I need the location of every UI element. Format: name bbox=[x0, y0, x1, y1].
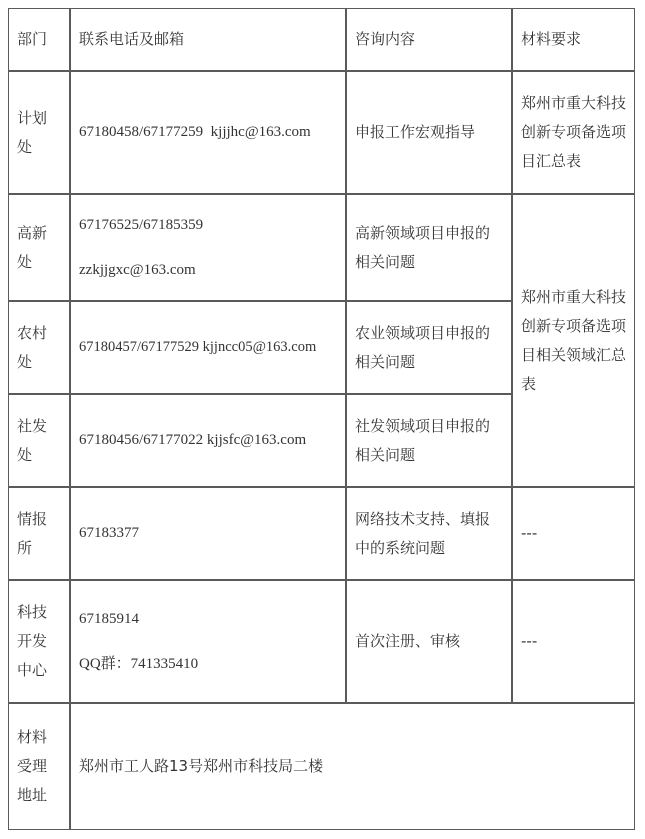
row-contact bbox=[70, 71, 346, 194]
address-value: 郑州市工人路13号郑州市科技局二楼 bbox=[70, 703, 635, 830]
row-dept: 情报 所 bbox=[8, 487, 70, 580]
row-contact bbox=[70, 301, 346, 394]
header-contact: 联系电话及邮箱 bbox=[70, 8, 346, 71]
row-dept: 社发 处 bbox=[8, 394, 70, 487]
row-materials: --- bbox=[512, 580, 635, 703]
phone-line: 67176525/67185359 bbox=[79, 216, 204, 233]
merged-materials: 郑州市重大科技创新专项备选项目相关领域汇总表 bbox=[512, 194, 635, 487]
row-dept: 计划 处 bbox=[8, 71, 70, 194]
header-dept: 部门 bbox=[8, 8, 70, 71]
row-contact bbox=[70, 394, 346, 487]
row-dept: 科技 开发 中心 bbox=[8, 580, 70, 703]
row-dept: 农村 处 bbox=[8, 301, 70, 394]
row-consult: 社发领域项目申报的相关问题 bbox=[346, 394, 512, 487]
row-contact bbox=[70, 194, 346, 301]
contact-line: 67180457/67177529 kjjncc05@163.com bbox=[79, 339, 317, 355]
row-consult: 农业领域项目申报的相关问题 bbox=[346, 301, 512, 394]
address-label: 材料 受理 地址 bbox=[8, 703, 70, 830]
row-materials: --- bbox=[512, 487, 635, 580]
email-line: zzkjjgxc@163.com bbox=[79, 261, 196, 278]
row-materials: 郑州市重大科技创新专项备选项目汇总表 bbox=[512, 71, 635, 194]
row-consult: 申报工作宏观指导 bbox=[346, 71, 512, 194]
row-consult: 网络技术支持、填报中的系统问题 bbox=[346, 487, 512, 580]
contact-line: 67183377 bbox=[79, 525, 139, 541]
qq-group-line: QQ群：741335410 bbox=[79, 655, 199, 672]
row-contact bbox=[70, 580, 346, 703]
contact-table bbox=[8, 8, 635, 830]
header-materials: 材料要求 bbox=[512, 8, 635, 71]
contact-line: 67180456/67177022 kjjsfc@163.com bbox=[79, 432, 307, 448]
row-consult: 首次注册、审核 bbox=[346, 580, 512, 703]
header-consult: 咨询内容 bbox=[346, 8, 512, 71]
row-contact bbox=[70, 487, 346, 580]
row-dept: 高新 处 bbox=[8, 194, 70, 301]
row-consult: 高新领域项目申报的相关问题 bbox=[346, 194, 512, 301]
contact-line: 67180458/67177259 kjjjhc@163.com bbox=[79, 124, 311, 140]
phone-line: 67185914 bbox=[79, 610, 139, 627]
